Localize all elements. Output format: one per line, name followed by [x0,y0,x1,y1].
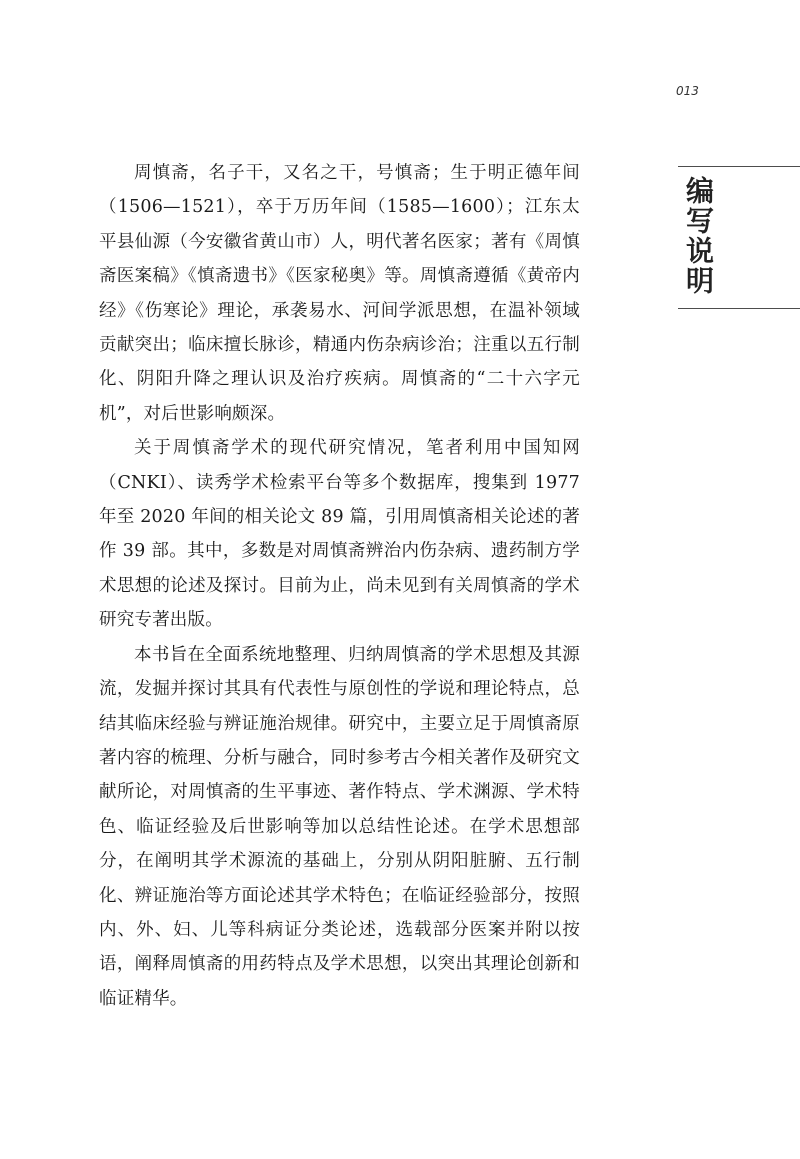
body-text [99,156,580,1016]
section-title: 编写说明 [682,176,715,296]
page-number: 013 [676,84,699,98]
paragraph-3: 本书旨在全面系统地整理、归纳周慎斋的学术思想及其源流，发掘并探讨其具有代表性与原创性的学说和理论特点，总结其临床经验与辨证施治规律。研究中，主要立足于周慎斋原著内容的梳理、分析与融合，同时参考古今相关著作及研究文献所论，对周慎斋的生平事迹、著作特点、学术渊源、学术特色、临证经验及后世影响等加以总结性论述。在学术思想部分，在阐明其学术源流的基础上，分别从阴阳脏腑、五行制化、辨证施治等方面论述其学术特色；在临证经验部分，按照内、外、妇、儿等科病证分类论述，选载部分医案并附以按语，阐释周慎斋的用药特点及学术思想，以突出其理论创新和临证精华。 [99,644,580,1009]
section-divider-top [678,166,800,167]
section-divider-bottom [678,308,800,309]
paragraph-1: 周慎斋，名子干，又名之干，号慎斋；生于明正德年间（1506—1521），卒于万历年间（1585—1600）；江东太平县仙源（今安徽省黄山市）人，明代著名医家；著有《周慎斋医案稿》《慎斋遗书》《医家秘奥》等。周慎斋遵循《黄帝内经》《伤寒论》理论，承袭易水、河间学派思想，在温补领域贡献突出；临床擅长脉诊，精通内伤杂病诊治；注重以五行制化、阴阳升降之理认识及治疗疾病。周慎斋的“二十六字元机”，对后世影响颇深。 [99,163,580,424]
paragraph-2: 关于周慎斋学术的现代研究情况，笔者利用中国知网（CNKI）、读秀学术检索平台等多个数据库，搜集到 1977 年至 2020 年间的相关论文 89 篇，引用周慎斋相关论述的著作 39 部。其中，多数是对周慎斋辨治内伤杂病、遗药制方学术思想的论述及探讨。目前为止，尚未见到有关周慎斋的学术研究专著出版。 [99,438,580,631]
